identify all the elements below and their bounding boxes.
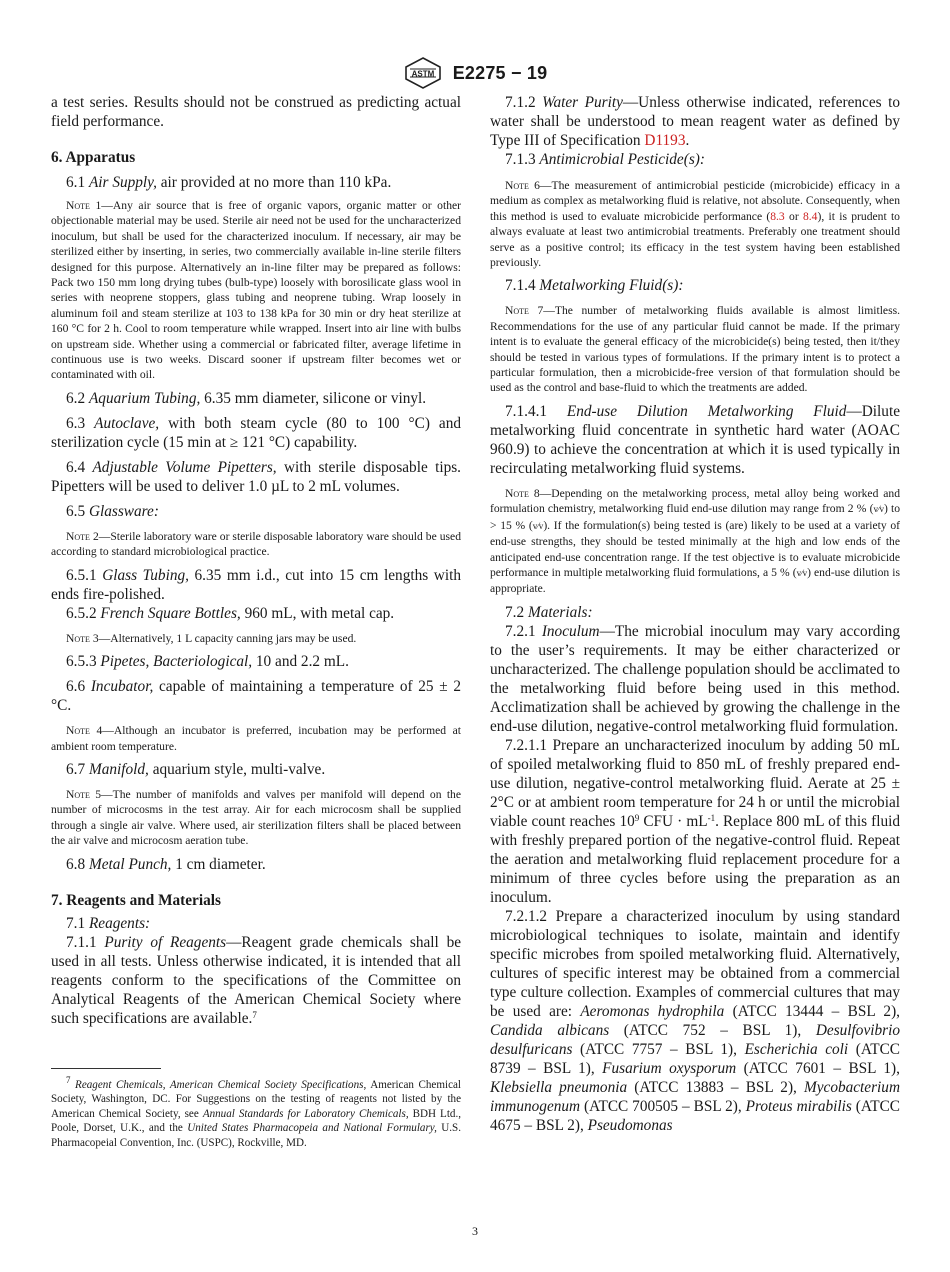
paragraph-6-5-2: 6.5.2 French Square Bottles, 960 mL, with metal cap. [66, 604, 395, 622]
paragraph-6-4: 6.4 Adjustable Volume Pipetters, with sterile disposable tips. Pipetters will be used to deliver 1.0 µL to 2 mL volumes. [51, 458, 461, 495]
paragraph-6-3: 6.3 Autoclave, with both steam cycle (80 to 100 °C) and sterilization cycle (15 min at ≥ 121 °C) capability. [51, 414, 461, 451]
note-1: Note 1—Any air source that is free of organic vapors, organic matter or other objectionable material may be used. Sterile air need not be used for the uncharacterized inoculum, but shall be used for the characterized inoculum. If necessary, air may be sterilized either by inserting, in series, two commercially available in-line sterile filters designed for this purpose. Alternatively an in-line filter may be prepared as follows: Pack two 150 mm long drying tubes (bulb-type) loosely with borosilicate glass wool in series with neoprene stoppers, glass tubing and neoprene tubing. Wrap loosely in aluminum foil and steam sterilize at 103 to 138 kPa for 30 min or dry heat sterilize at 160 °C for 2 h. Cool to room temperature while wrapped. Insert into air line with bulbs on upstream side. Whether using a commercial or fabricated filter, average lifetime in continuous use is two weeks. Discard sooner if upstream filter becomes wet or contaminated with oil. [51, 199, 461, 382]
paragraph-6-5-3: 6.5.3 Pipetes, Bacteriological, 10 and 2.2 mL. [66, 653, 349, 671]
paragraph-6-1: 6.1 Air Supply, air provided at no more than 110 kPa. [66, 174, 392, 191]
paragraph-7-2: 7.2 Materials: [505, 603, 593, 621]
astm-logo-icon [403, 56, 443, 90]
standard-designation: E2275 − 19 [452, 62, 548, 83]
footnote-7: $^7$ Reagent Chemicals, American Chemical Society Specifications, American Chemical Society, Washington, DC. For Suggestions on the testing of reagents not listed by the American Chemical Society, see Annual Standards for Laboratory Chemicals, BDH Ltd., Poole, Dorset, U.K., and the United States Pharmacopeia and National Formulary, U.S. Pharmacopeial Convention, Inc. (USPC), Rockville, MD. [51, 1074, 462, 1149]
paragraph-6-8: 6.8 Metal Punch, 1 cm diameter. [66, 855, 266, 873]
note-8: Note 8—Depending on the metalworking process, metal alloy being worked and formulation chemistry, metalworking fluid end-use dilution may range from 2 % (v⁄v) to > 15 % (v⁄v). If the formulation(s) being tested is (are) likely to be used at a variety of end-use strengths, they should be tested minimally at the high and low ends of the anticipated end-use concentration range. If the test objective is to evaluate microbicide performance in multiple metalworking fluid formulations, a 5 % (v⁄v) end-use dilution is appropriate. [490, 486, 900, 596]
note-7: Note 7—The number of metalworking fluids available is almost limitless. Recommendations for the use of any particular fluid cannot be made. If the primary intent is to evaluate the general efficacy of the microbicide(s) being tested, then it/they should be tested in various types of formulations. If the primary intent is to protect a particular formulation, then a microbicide-free version of that formulation should be used as the control and base-fluid to which the treatments are added. [490, 304, 900, 395]
paragraph-7-2-1-2: 7.2.1.2 Prepare a characterized inoculum by using standard microbiological techniques to isolate, maintain and identify specific microbes from spoiled metalworking fluid. Alternatively, cultures of specific interest may be obtained from a commercial type culture collection. Examples of commercial cultures that may be used are: Aeromonas hydrophila (ATCC 13444 – BSL 2), Candida albicans (ATCC 752 – BSL 1), Desulfovibrio desulfuricans (ATCC 7757 – BSL 1), Escherichia coli (ATCC 8739 – BSL 1), Fusarium oxysporum (ATCC 7601 – BSL 1), Klebsiella pneumonia (ATCC 13883 – BSL 2), Mycobacterium immunogenum (ATCC 700505 – BSL 2), Proteus mirabilis (ATCC 4675 – BSL 2), Pseudomonas [490, 907, 900, 1134]
page-number: 3 [472, 1224, 478, 1238]
right-column [490, 93, 900, 1135]
note-5: Note 5—The number of manifolds and valves per manifold will depend on the number of microcosms in the test array. Air for each microcosm shall be supplied through a single air valve. Where used, air sterilization filters shall be placed between the air valve and microcosm aeration tube. [51, 787, 461, 848]
paragraph-6-5: 6.5 Glassware: [66, 502, 159, 520]
paragraph-7-1-4: 7.1.4 Metalworking Fluid(s): [505, 277, 684, 295]
paragraph-6-6: 6.6 Incubator, capable of maintaining a temperature of 25 ± 2 °C. [51, 678, 461, 715]
note-3: Note 3—Alternatively, 1 L capacity canning jars may be used. [66, 631, 357, 645]
link-8-4[interactable]: 8.4 [802, 209, 818, 223]
logo-text: ASTM [411, 69, 435, 79]
paragraph-7-1-3: 7.1.3 Antimicrobial Pesticide(s): [505, 151, 705, 168]
left-column [51, 93, 461, 1151]
paragraph-7-1: 7.1 Reagents: [66, 914, 151, 932]
footnote-divider [51, 1068, 161, 1069]
section-6-heading: 6. Apparatus [51, 149, 136, 166]
paragraph-7-2-1: 7.2.1 Inoculum—The microbial inoculum may vary according to the user’s requirements. It may be either characterized or uncharacterized. The challenge population should be acclimated to the metalworking fluid before being used in this method. Acclimatization shall be achieved by growing the challenge in the end-use dilution, negative-control metalworking fluid formulation. [490, 622, 900, 735]
paragraph-continuation: a test series. Results should not be construed as predicting actual field performance. [51, 94, 461, 130]
paragraph-6-2: 6.2 Aquarium Tubing, 6.35 mm diameter, silicone or vinyl. [66, 389, 427, 407]
link-d1193[interactable]: D1193 [644, 132, 686, 149]
note-4: Note 4—Although an incubator is preferred, incubation may be performed at ambient room temperature. [51, 724, 461, 753]
section-7-heading: 7. Reagents and Materials [51, 891, 221, 909]
paragraph-7-1-1: 7.1.1 Purity of Reagents—Reagent grade chemicals shall be used in all tests. Unless otherwise indicated, it is intended that all reagents conform to the specifications of the Committee on Analytical Reagents of the American Chemical Society where such specifications are available.$^7$ [51, 933, 462, 1027]
page-header [0, 56, 950, 90]
link-8-3[interactable]: 8.3 [770, 209, 785, 223]
paragraph-6-5-1: 6.5.1 Glass Tubing, 6.35 mm i.d., cut into 15 cm lengths with ends fire-polished. [51, 566, 461, 603]
paragraph-7-1-4-1: 7.1.4.1 End-use Dilution Metalworking Fluid—Dilute metalworking fluid concentrate in synthetic hard water (AOAC 960.9) to achieve the concentration at which it is used typically in recirculating metalworking fluid systems. [490, 402, 900, 477]
footnote-ref-7[interactable]: 7 [252, 1009, 257, 1020]
note-6: Note 6—The measurement of antimicrobial pesticide (microbicide) efficacy in a medium as complex as metalworking fluid is relative, not absolute. Consequently, when this method is used to evaluate microbicide performance (8.3 or 8.4), it is prudent to always evaluate at least two antimicrobial treatments. Preferably one treatment should serve as a positive control; its efficacy in the test system having been established previously. [490, 179, 900, 270]
note-2: Note 2—Sterile laboratory ware or sterile disposable laboratory ware should be used according to standard microbiological practice. [51, 529, 461, 559]
paragraph-7-2-1-1: 7.2.1.1 Prepare an uncharacterized inoculum by adding 50 mL of spoiled metalworking fluid to 850 mL of freshly prepared end-use dilution, negative-control metalworking fluid. Aerate at 25 ± 2°C or at ambient room temperature for 24 h or until the microbial viable count reaches $10^9$ CFU · $mL^{-1}$. Replace 800 mL of this fluid with freshly prepared portion of the negative-control fluid. Repeat the aeration and metalworking fluid replacement procedure for a minimum of three cycles before using the preparation as an inoculum. [490, 736, 900, 906]
paragraph-7-1-2: 7.1.2 Water Purity—Unless otherwise indicated, references to water shall be understood to mean reagent water as defined by Type III of Specification D1193. [490, 94, 900, 149]
paragraph-6-7: 6.7 Manifold, aquarium style, multi-valve. [66, 760, 326, 778]
